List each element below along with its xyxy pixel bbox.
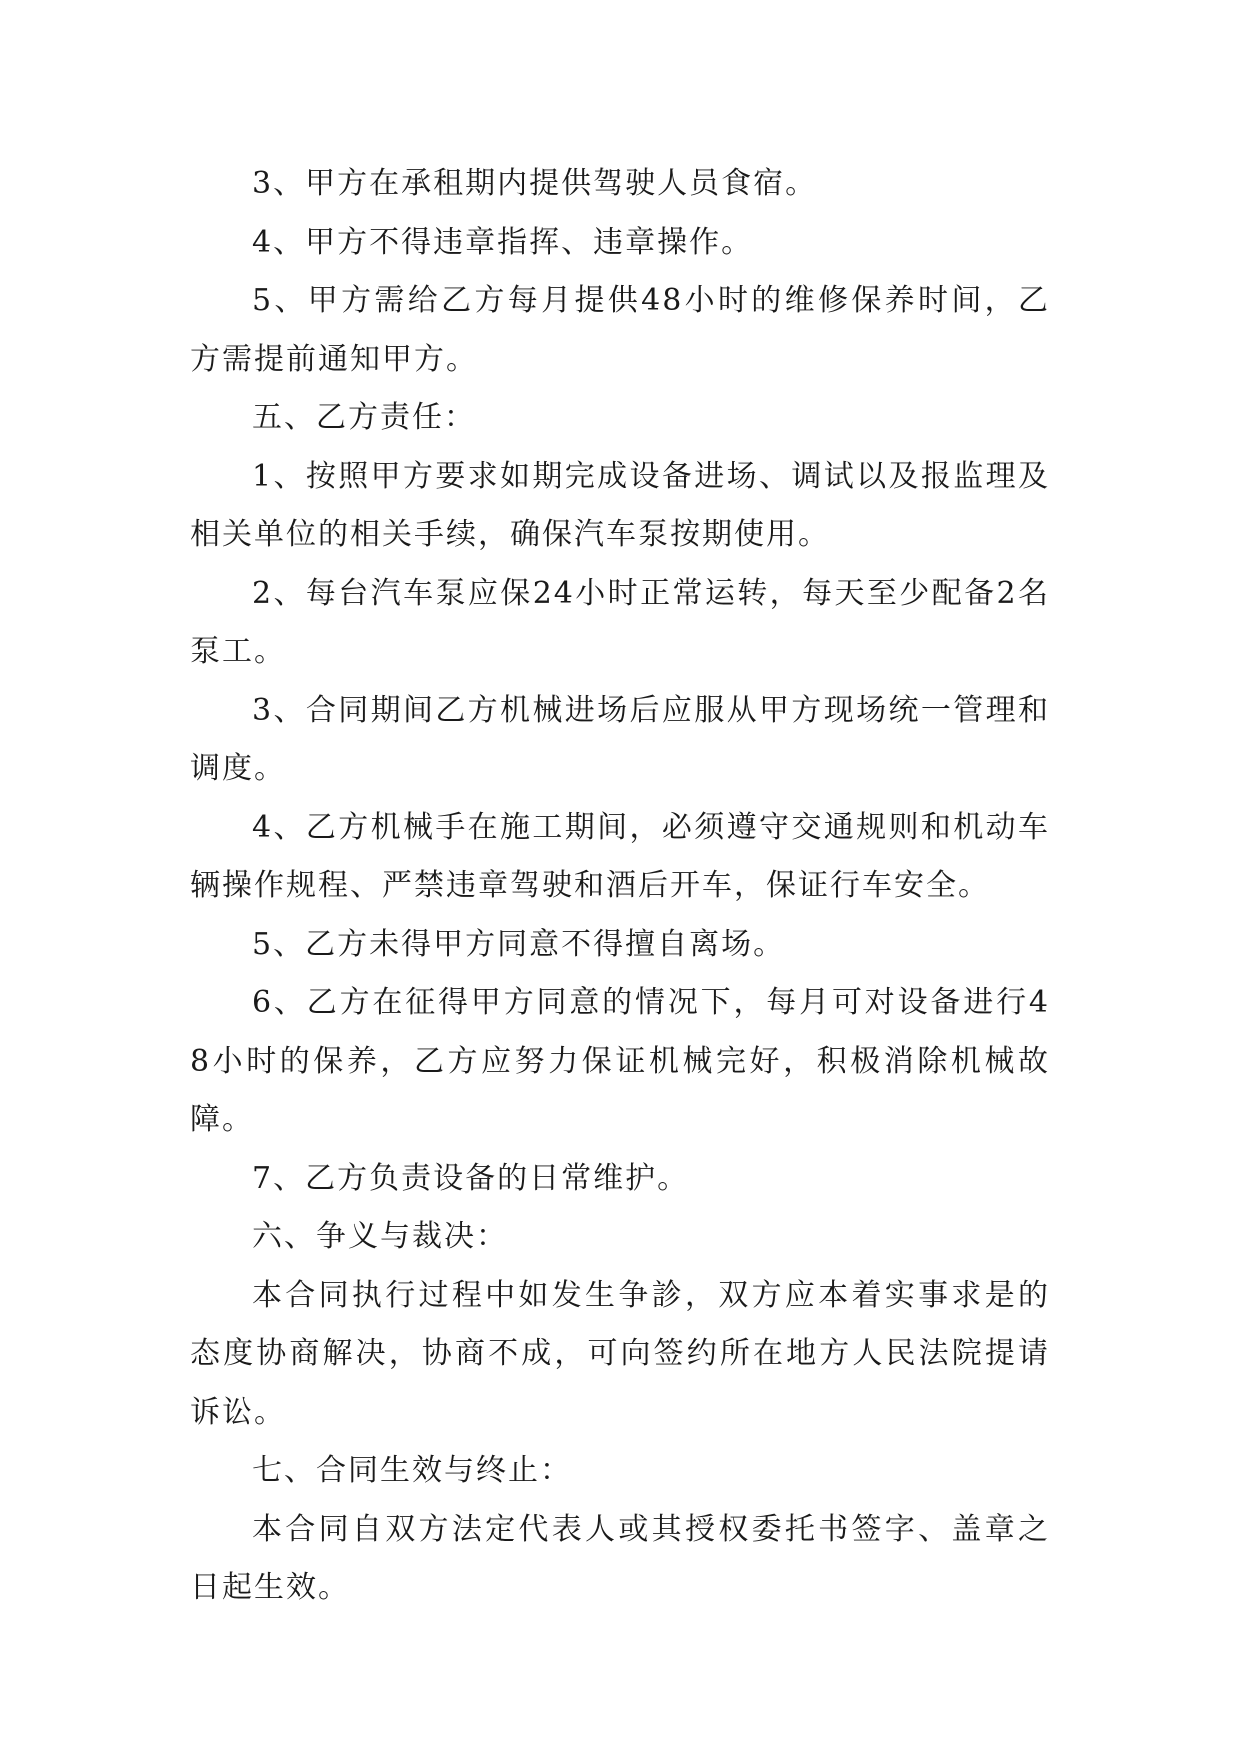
dispute-clause: 本合同执行过程中如发生争診，双方应本着实事求是的态度协商解决，协商不成，可向签约所在地方人民法院提请诉讼。 bbox=[190, 1277, 1050, 1430]
clause-3-party-b: 3、合同期间乙方机械进场后应服从甲方现场统一管理和调度。 bbox=[190, 692, 1050, 786]
clause-1-party-b: 1、按照甲方要求如期完成设备进场、调试以及报监理及相关单位的相关手续，确保汽车泵按期使用。 bbox=[190, 458, 1050, 552]
section-heading-dispute: 六、争义与裁决： bbox=[252, 1219, 508, 1254]
effect-clause: 本合同自双方法定代表人或其授权委托书签字、盖章之日起生效。 bbox=[190, 1511, 1050, 1605]
clause-4-party-a: 4、甲方不得违章指挥、违章操作。 bbox=[252, 224, 754, 260]
clause-3-party-a: 3、甲方在承租期内提供驾驶人员食宿。 bbox=[252, 166, 818, 201]
clause-6-party-b: 6、乙方在征得甲方同意的情况下，每月可对设备进行48小时的保养，乙方应努力保证机械完好，积极消除机械故障。 bbox=[190, 985, 1050, 1137]
document-body bbox=[190, 155, 1050, 1618]
clause-5-party-b: 5、乙方未得甲方同意不得擅自离场。 bbox=[252, 926, 786, 962]
clause-2-party-b: 2、每台汽车泵应保24小时正常运转，每天至少配备2名泵工。 bbox=[190, 575, 1050, 669]
clause-4-party-b: 4、乙方机械手在施工期间，必须遵守交通规则和机动车辆操作规程、严禁违章驾驶和酒后开车，保证行车安全。 bbox=[190, 809, 1050, 903]
clause-7-party-b: 7、乙方负责设备的日常维护。 bbox=[252, 1160, 690, 1196]
section-heading-effect-termination: 七、合同生效与终止： bbox=[252, 1453, 572, 1488]
section-heading-party-b-responsibility: 五、乙方责任： bbox=[252, 400, 476, 435]
clause-5-party-a: 5、甲方需给乙方每月提供48小时的维修保养时间，乙方需提前通知甲方。 bbox=[190, 283, 1050, 377]
